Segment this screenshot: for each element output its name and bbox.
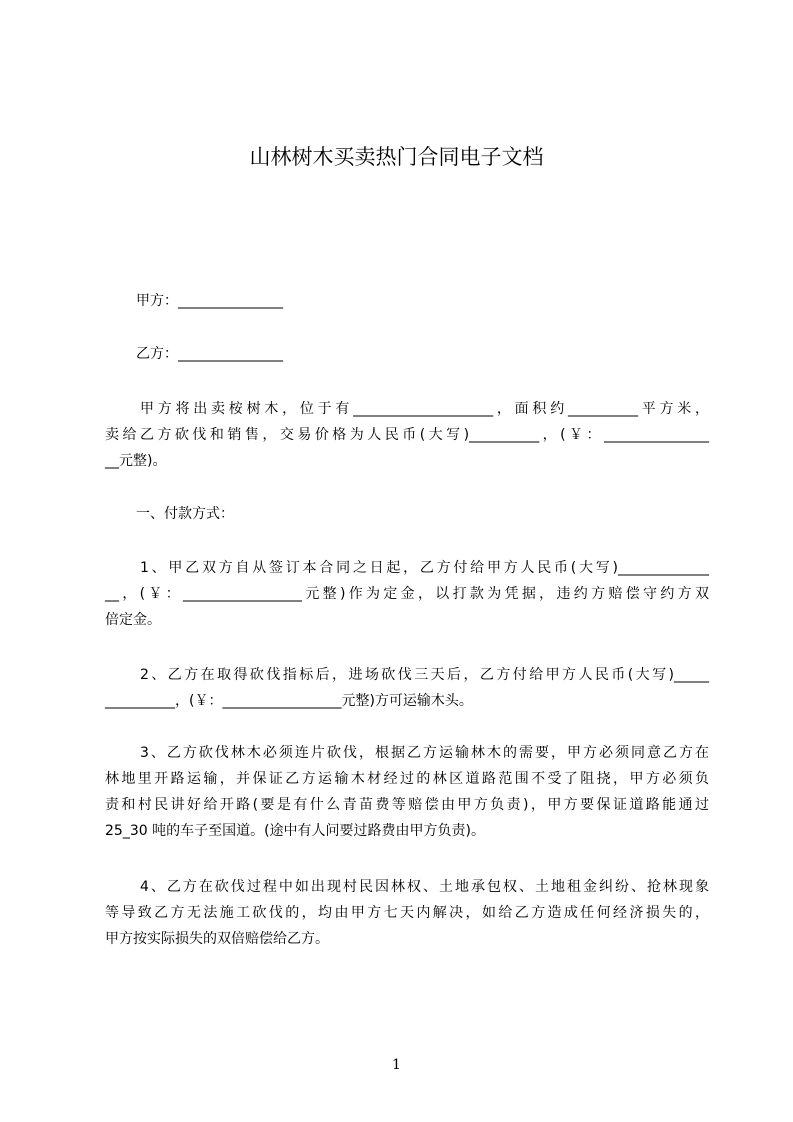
intro-line-3: __元整)。	[105, 453, 167, 469]
clause-3	[105, 740, 709, 844]
clause-4-line-3: 甲方按实际损失的双倍赔偿给乙方。	[105, 931, 329, 947]
clause-3-line-2: 林地里开路运输，并保证乙方运输木材经过的林区道路范围不受了阻挠，甲方必须负	[105, 771, 709, 787]
clause-4	[105, 874, 709, 952]
clause-3-line-4: 25_30 吨的车子至国道。(途中有人问要过路费由甲方负责)。	[105, 823, 486, 839]
clause-3-line-1: 3、乙方砍伐林木必须连片砍伐，根据乙方运输林木的需要，甲方必须同意乙方在	[140, 745, 709, 761]
clause-1-line-1: 1、甲乙双方自从签订本合同之日起，乙方付给甲方人民币(大写)_____________	[140, 560, 709, 576]
clause-3-line-3: 责和村民讲好给开路(要是有什么青苗费等赔偿由甲方负责)，甲方要保证道路能通过	[105, 797, 709, 813]
clause-2-line-1: 2、乙方在取得砍伐指标后，进场砍伐三天后，乙方付给甲方人民币(大写)_____	[140, 667, 709, 683]
intro-line-2: 卖给乙方砍伐和销售，交易价格为人民币(大写)__________，(￥：_______________	[105, 427, 709, 443]
clause-1-line-3: 倍定金。	[105, 612, 161, 628]
clause-4-line-2: 等导致乙方无法施工砍伐的，均由甲方七天内解决，如给乙方造成任何经济损失的，	[105, 905, 709, 921]
intro-paragraph	[105, 396, 709, 474]
party-a-line: 甲方：_______________	[136, 293, 283, 309]
clause-2	[105, 662, 709, 714]
section-heading-payment: 一、付款方式：	[136, 506, 234, 522]
clause-2-line-2: __________，(￥：_________________元整)方可运输木头。	[105, 693, 473, 709]
intro-line-1: 甲方将出卖桉树木，位于有____________________，面积约__________平方米，	[140, 401, 709, 417]
page-number: 1	[392, 1057, 401, 1073]
clause-4-line-1: 4、乙方在砍伐过程中如出现村民因林权、土地承包权、土地租金纠纷、抢林现象	[140, 879, 709, 895]
party-b-line: 乙方：_______________	[136, 346, 283, 362]
document-title: 山林树木买卖热门合同电子文档	[249, 145, 544, 169]
clause-1	[105, 555, 709, 633]
clause-1-line-2: __，(￥：_________________元整)作为定金，以打款为凭据，违约方赔偿守约方双	[105, 586, 709, 602]
